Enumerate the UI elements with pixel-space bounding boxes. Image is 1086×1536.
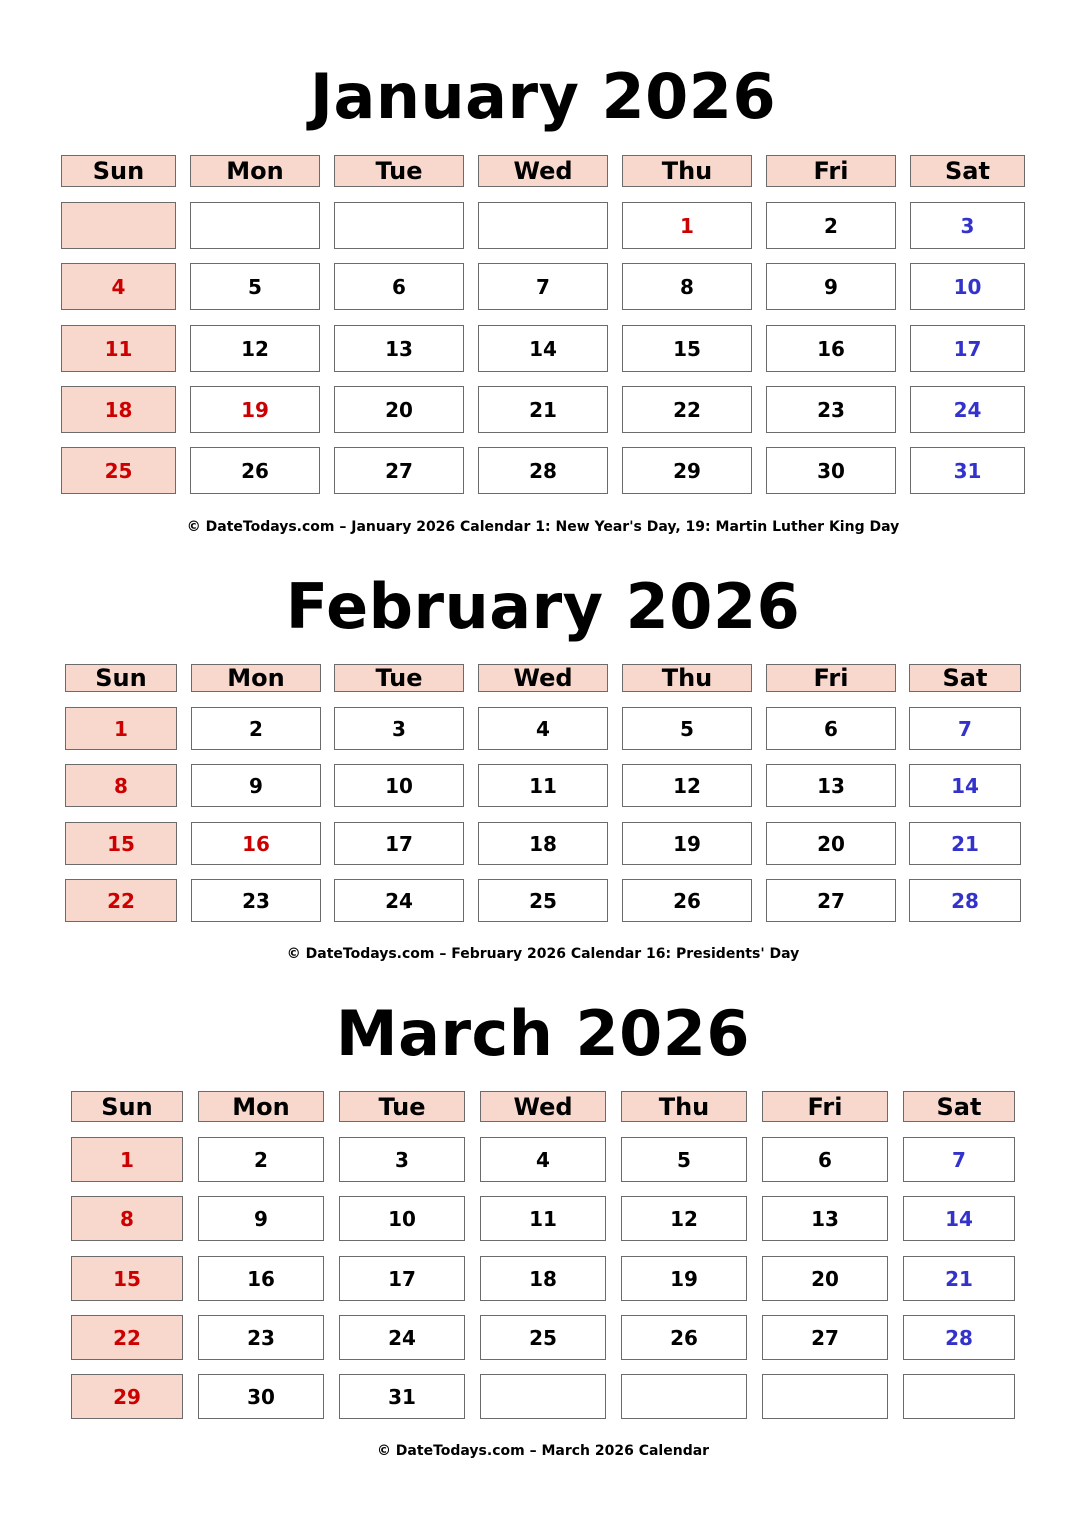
day-cell-25[interactable]: 25 (480, 1315, 606, 1360)
calendar-caption: © DateTodays.com – February 2026 Calendar 16: Presidents' Day (286, 946, 800, 962)
day-cell-25[interactable]: 25 (61, 447, 176, 494)
weekday-header-sat: Sat (909, 664, 1021, 692)
day-cell-4[interactable]: 4 (61, 263, 176, 310)
day-cell-22[interactable]: 22 (622, 386, 752, 433)
day-cell-23[interactable]: 23 (198, 1315, 324, 1360)
day-cell-7[interactable]: 7 (909, 707, 1021, 750)
day-cell-5[interactable]: 5 (190, 263, 320, 310)
day-cell-14[interactable]: 14 (478, 325, 608, 372)
day-cell-17[interactable]: 17 (910, 325, 1025, 372)
day-cell-6[interactable]: 6 (766, 707, 896, 750)
day-cell-23[interactable]: 23 (766, 386, 896, 433)
day-cell-20[interactable]: 20 (762, 1256, 888, 1301)
day-cell-3[interactable]: 3 (339, 1137, 465, 1182)
day-cell-16[interactable]: 16 (198, 1256, 324, 1301)
empty-day-cell[interactable] (334, 202, 464, 249)
weekday-header-tue: Tue (334, 664, 464, 692)
day-cell-31[interactable]: 31 (339, 1374, 465, 1419)
day-cell-10[interactable]: 10 (910, 263, 1025, 310)
day-cell-11[interactable]: 11 (61, 325, 176, 372)
day-cell-8[interactable]: 8 (65, 764, 177, 807)
day-cell-13[interactable]: 13 (762, 1196, 888, 1241)
day-cell-8[interactable]: 8 (622, 263, 752, 310)
day-cell-6[interactable]: 6 (334, 263, 464, 310)
month-title: February 2026 (285, 570, 801, 643)
day-cell-10[interactable]: 10 (334, 764, 464, 807)
day-cell-16[interactable]: 16 (191, 822, 321, 865)
day-cell-27[interactable]: 27 (766, 879, 896, 922)
day-cell-9[interactable]: 9 (198, 1196, 324, 1241)
day-cell-19[interactable]: 19 (621, 1256, 747, 1301)
day-cell-11[interactable]: 11 (478, 764, 608, 807)
day-cell-17[interactable]: 17 (334, 822, 464, 865)
day-cell-12[interactable]: 12 (621, 1196, 747, 1241)
day-cell-3[interactable]: 3 (334, 707, 464, 750)
day-cell-16[interactable]: 16 (766, 325, 896, 372)
day-cell-28[interactable]: 28 (478, 447, 608, 494)
day-cell-13[interactable]: 13 (334, 325, 464, 372)
day-cell-17[interactable]: 17 (339, 1256, 465, 1301)
day-cell-12[interactable]: 12 (190, 325, 320, 372)
month-title: March 2026 (335, 997, 751, 1070)
day-cell-22[interactable]: 22 (65, 879, 177, 922)
day-cell-7[interactable]: 7 (478, 263, 608, 310)
day-cell-3[interactable]: 3 (910, 202, 1025, 249)
month-title: January 2026 (309, 60, 777, 133)
weekday-header-tue: Tue (334, 155, 464, 187)
day-cell-24[interactable]: 24 (334, 879, 464, 922)
day-cell-1[interactable]: 1 (65, 707, 177, 750)
empty-day-cell[interactable] (480, 1374, 606, 1419)
day-cell-2[interactable]: 2 (766, 202, 896, 249)
empty-day-cell[interactable] (621, 1374, 747, 1419)
day-cell-2[interactable]: 2 (198, 1137, 324, 1182)
empty-day-cell[interactable] (478, 202, 608, 249)
weekday-header-mon: Mon (190, 155, 320, 187)
day-cell-25[interactable]: 25 (478, 879, 608, 922)
day-cell-28[interactable]: 28 (909, 879, 1021, 922)
empty-day-cell[interactable] (61, 202, 176, 249)
weekday-header-fri: Fri (766, 664, 896, 692)
day-cell-15[interactable]: 15 (622, 325, 752, 372)
day-cell-20[interactable]: 20 (334, 386, 464, 433)
day-cell-5[interactable]: 5 (622, 707, 752, 750)
weekday-header-wed: Wed (480, 1091, 606, 1122)
calendar-caption: © DateTodays.com – January 2026 Calendar 1: New Year's Day, 19: Martin Luther King Day (186, 519, 900, 535)
day-cell-10[interactable]: 10 (339, 1196, 465, 1241)
day-cell-4[interactable]: 4 (480, 1137, 606, 1182)
day-cell-27[interactable]: 27 (762, 1315, 888, 1360)
weekday-header-mon: Mon (198, 1091, 324, 1122)
day-cell-29[interactable]: 29 (71, 1374, 183, 1419)
day-cell-18[interactable]: 18 (478, 822, 608, 865)
day-cell-9[interactable]: 9 (191, 764, 321, 807)
weekday-header-sun: Sun (71, 1091, 183, 1122)
day-cell-14[interactable]: 14 (903, 1196, 1015, 1241)
day-cell-18[interactable]: 18 (480, 1256, 606, 1301)
day-cell-28[interactable]: 28 (903, 1315, 1015, 1360)
weekday-header-sun: Sun (61, 155, 176, 187)
day-cell-19[interactable]: 19 (622, 822, 752, 865)
weekday-header-sat: Sat (910, 155, 1025, 187)
day-cell-24[interactable]: 24 (339, 1315, 465, 1360)
day-cell-7[interactable]: 7 (903, 1137, 1015, 1182)
day-cell-1[interactable]: 1 (622, 202, 752, 249)
day-cell-8[interactable]: 8 (71, 1196, 183, 1241)
weekday-header-wed: Wed (478, 664, 608, 692)
day-cell-30[interactable]: 30 (766, 447, 896, 494)
day-cell-21[interactable]: 21 (903, 1256, 1015, 1301)
day-cell-4[interactable]: 4 (478, 707, 608, 750)
weekday-header-thu: Thu (622, 155, 752, 187)
day-cell-13[interactable]: 13 (766, 764, 896, 807)
day-cell-1[interactable]: 1 (71, 1137, 183, 1182)
empty-day-cell[interactable] (903, 1374, 1015, 1419)
day-cell-27[interactable]: 27 (334, 447, 464, 494)
weekday-header-fri: Fri (766, 155, 896, 187)
weekday-header-sat: Sat (903, 1091, 1015, 1122)
day-cell-23[interactable]: 23 (191, 879, 321, 922)
day-cell-18[interactable]: 18 (61, 386, 176, 433)
weekday-header-thu: Thu (621, 1091, 747, 1122)
day-cell-30[interactable]: 30 (198, 1374, 324, 1419)
weekday-header-sun: Sun (65, 664, 177, 692)
weekday-header-fri: Fri (762, 1091, 888, 1122)
day-cell-29[interactable]: 29 (622, 447, 752, 494)
day-cell-19[interactable]: 19 (190, 386, 320, 433)
weekday-header-tue: Tue (339, 1091, 465, 1122)
day-cell-26[interactable]: 26 (190, 447, 320, 494)
weekday-header-thu: Thu (622, 664, 752, 692)
day-cell-22[interactable]: 22 (71, 1315, 183, 1360)
day-cell-15[interactable]: 15 (65, 822, 177, 865)
day-cell-26[interactable]: 26 (622, 879, 752, 922)
day-cell-12[interactable]: 12 (622, 764, 752, 807)
day-cell-31[interactable]: 31 (910, 447, 1025, 494)
day-cell-26[interactable]: 26 (621, 1315, 747, 1360)
day-cell-20[interactable]: 20 (766, 822, 896, 865)
day-cell-21[interactable]: 21 (909, 822, 1021, 865)
day-cell-6[interactable]: 6 (762, 1137, 888, 1182)
day-cell-21[interactable]: 21 (478, 386, 608, 433)
day-cell-2[interactable]: 2 (191, 707, 321, 750)
day-cell-14[interactable]: 14 (909, 764, 1021, 807)
day-cell-9[interactable]: 9 (766, 263, 896, 310)
day-cell-11[interactable]: 11 (480, 1196, 606, 1241)
calendar-caption: © DateTodays.com – March 2026 Calendar (376, 1443, 710, 1459)
day-cell-5[interactable]: 5 (621, 1137, 747, 1182)
day-cell-24[interactable]: 24 (910, 386, 1025, 433)
weekday-header-wed: Wed (478, 155, 608, 187)
day-cell-15[interactable]: 15 (71, 1256, 183, 1301)
weekday-header-mon: Mon (191, 664, 321, 692)
empty-day-cell[interactable] (190, 202, 320, 249)
empty-day-cell[interactable] (762, 1374, 888, 1419)
